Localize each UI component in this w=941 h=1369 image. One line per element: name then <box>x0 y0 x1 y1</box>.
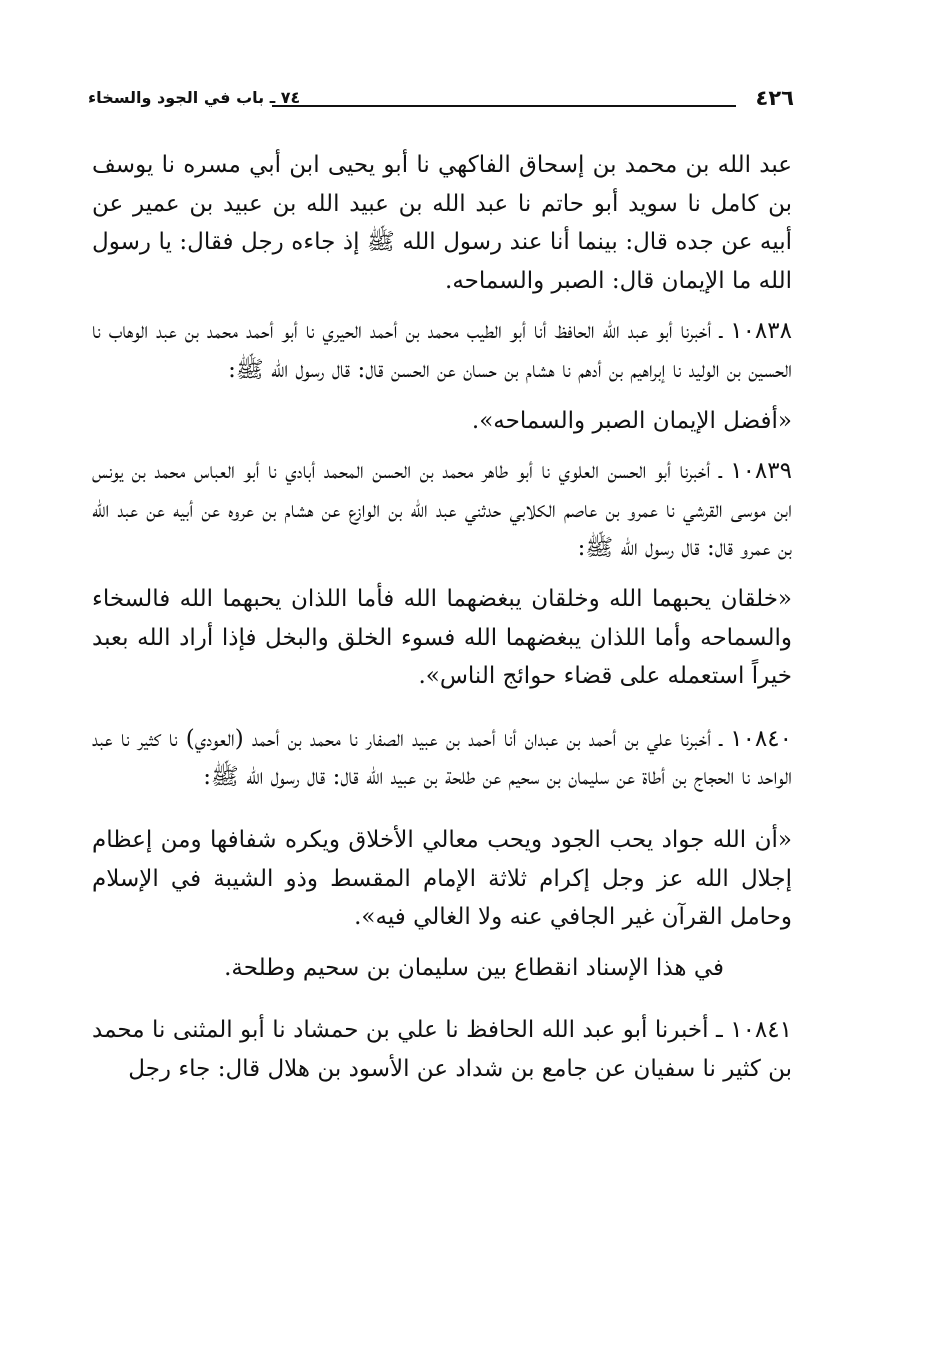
page-body <box>92 146 792 1100</box>
hadith-10840-isnad: ١٠٨٤٠ ـ أخبرنا علي بن أحمد بن عبدان أنا أحمد بن عبيد الصفار نا محمد بن أحمد (العودي) نا كثير نا عبد الواحد نا الحجاج بن أطاة عن سليمان بن سحيم عن طلحة بن عبيد الله قال: قال رسول الله ﷺ: <box>92 725 792 791</box>
hadith-10839-isnad: ١٠٨٣٩ ـ أخبرنا أبو الحسن العلوي نا أبو طاهر محمد بن الحسن المحمد أبادي نا أبو العباس محمد بن يونس ابن موسى القرشي نا عمرو بن عاصم الكلابي حدثني عبد الله بن الوازع عن هشام بن عروه عن أبيه عن عبد الله بن عمرو قال: قال رسول الله ﷺ: <box>92 458 792 562</box>
hadith-10838-matn: «أفضل الإيمان الصبر والسماحه». <box>471 407 792 434</box>
hadith-10839-matn: «خلقان يحبهما الله وخلقان يبغضهما الله فأما اللذان يحبهما الله فالسخاء والسماحه وأما اللذان يبغضهما الله فسوء الخلق والبخل فإذا أراد الله بعبد خيراً استعمله على قضاء حوائج الناس». <box>92 585 792 690</box>
isnad-note: في هذا الإسناد انقطاع بين سليمان بن سحيم وطلحة. <box>224 954 724 981</box>
running-title: ٧٤ ـ باب في الجود والسخاء <box>88 88 301 107</box>
page-header <box>88 86 794 122</box>
hadith-10838-isnad: ١٠٨٣٨ ـ أخبرنا أبو عبد الله الحافظ أنا أبو الطيب محمد بن أحمد الحيري نا أبو أحمد محمد بن عبد الوهاب نا الحسين بن الوليد نا إبراهيم بن أدهم نا هشام بن حسان عن الحسن قال: قال رسول الله ﷺ: <box>92 318 792 383</box>
page-number: ٤٢٦ <box>755 86 794 110</box>
paragraph-continuation: عبد الله بن محمد بن إسحاق الفاكهي نا أبو يحيى ابن أبي مسره نا يوسف بن كامل نا سويد أبو حاتم نا عبد الله بن عبيد الله بن عبيد بن عمير عن أبيه عن جده قال: بينما أنا عند رسول الله ﷺ إذ جاءه رجل فقال: يا رسول الله ما الإيمان قال: الصبر والسماحه. <box>92 152 792 294</box>
hadith-10841-isnad: ١٠٨٤١ ـ أخبرنا أبو عبد الله الحافظ نا علي بن حمشاد نا أبو المثنى نا محمد بن كثير نا سفيان عن جامع بن شداد عن الأسود بن هلال قال: جاء رجل <box>92 1017 792 1082</box>
hadith-10840-matn: «أن الله جواد يحب الجود ويحب معالي الأخلاق ويكره شفافها ومن إعظام إجلال الله عز وجل إكرام ثلاثة الإمام المقسط وذو الشيبة في الإسلام وحامل القرآن غير الجافي عنه ولا الغالي فيه». <box>92 826 792 931</box>
header-rule <box>272 105 736 107</box>
